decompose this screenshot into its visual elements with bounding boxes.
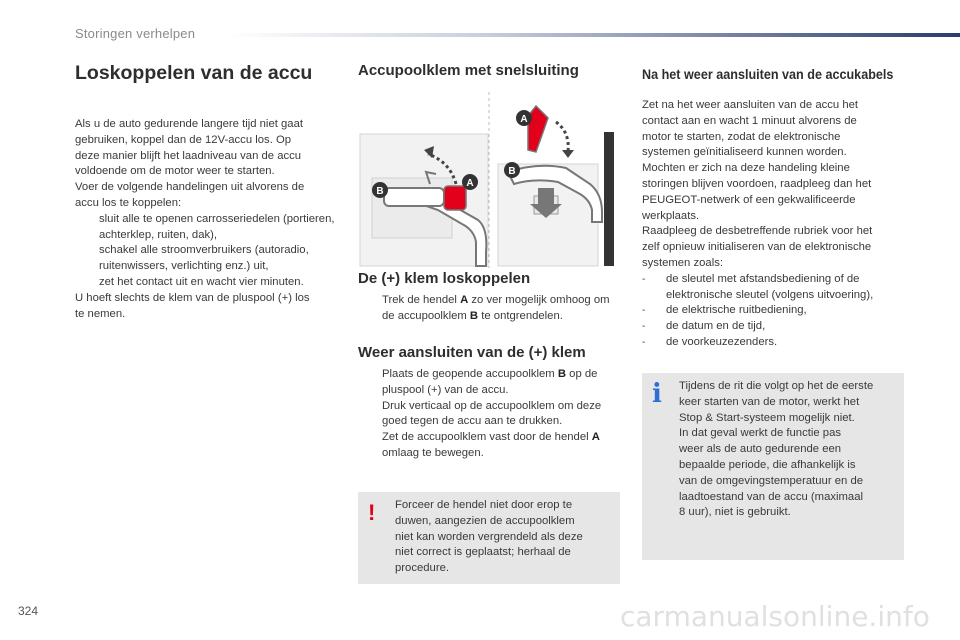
section-disconnect-plus [358, 270, 620, 325]
bullet-arrow-icon: - [642, 336, 646, 348]
text-span: op de pluspool (+) van de accu. [382, 368, 598, 396]
text-line: contact aan en wacht 1 minuut alvorens de [642, 114, 857, 127]
text-line: systemen geïnitialiseerd kunnen worden. [642, 146, 847, 159]
text-span: Trek de hendel [382, 294, 461, 306]
text-line: accu los te koppelen: [75, 196, 182, 209]
list-item-text: de elektrische ruitbediening, [666, 304, 807, 317]
column-after-reconnect [642, 66, 904, 351]
bullet-arrow-icon [358, 399, 382, 431]
part-label: A [591, 431, 600, 444]
callout-a-left: A [466, 178, 474, 189]
list-item [75, 275, 337, 291]
list-item-text: sluit alle te openen carrosseriedelen (portieren, achterklep, ruiten, dak), [99, 212, 335, 241]
text-line: In dat geval werkt de functie pas [679, 427, 842, 440]
bullet-arrow-icon: - [642, 273, 646, 285]
warning-text [395, 498, 610, 577]
text-line: te nemen. [75, 307, 126, 320]
heading-reconnect-plus: Weer aansluiten van de (+) klem [358, 344, 586, 361]
text-span: zo ver mogelijk omhoog om de accupoolklem [382, 294, 610, 322]
list-item [358, 293, 620, 325]
section-title: Storingen verhelpen [75, 26, 196, 41]
warning-icon: ! [368, 500, 376, 525]
part-label: B [557, 368, 567, 380]
text-line: duwen, aangezien de accupoolklem [395, 514, 575, 527]
text-line: Zet na het weer aansluiten van de accu het [642, 99, 859, 111]
text-span: te ontgrendelen. [478, 309, 563, 322]
list-item [642, 272, 904, 304]
list-item [642, 303, 904, 319]
text-line: Raadpleeg de desbetreffende rubriek voor het [642, 225, 873, 238]
info-text [679, 379, 894, 521]
text-span: omlaag te bewegen. [382, 446, 484, 459]
reinit-system-list [642, 272, 904, 351]
text-line: laadtoestand van de accu (maximaal [679, 490, 863, 503]
list-item [358, 399, 620, 431]
info-icon: i [652, 379, 662, 409]
reconnect-steps [358, 367, 620, 462]
text-line: motor te starten, zodat de elektronische [642, 130, 841, 143]
after-reconnect-paragraph [642, 98, 904, 272]
bullet-arrow-icon [75, 243, 99, 275]
callout-b-right: B [508, 166, 516, 177]
text-line: voldoende om de motor weer te starten. [75, 165, 275, 178]
heading-after-reconnect: Na het weer aansluiten van de accukabels [642, 66, 894, 82]
callout-b-left: B [376, 186, 384, 197]
bullet-arrow-icon [358, 367, 382, 399]
warning-box [358, 492, 620, 584]
text-line: Voer de volgende handelingen uit alvorens de [75, 181, 305, 194]
text-line: zelf opnieuw initialiseren van de elektronische [642, 241, 872, 254]
text-line: niet kan worden vergrendeld als deze [395, 530, 583, 543]
disconnect-steps [358, 293, 620, 325]
text-line: niet correct is geplaatst; herhaal de [395, 546, 571, 559]
text-line: weer als de auto gedurende een [679, 443, 842, 456]
heading-quick-clamp: Accupoolklem met snelsluiting [358, 62, 579, 79]
list-item [75, 212, 337, 244]
text-line: PEUGEOT-netwerk of een gekwalificeerde [642, 193, 856, 206]
bullet-arrow-icon [75, 275, 99, 291]
list-item-text: de voorkeuzezenders. [666, 335, 778, 348]
text-span: Plaats de geopende accupoolklem [382, 368, 558, 380]
bullet-arrow-icon [75, 212, 99, 244]
bullet-arrow-icon: - [642, 305, 646, 317]
list-item-text: de sleutel met afstandsbediening of de elektronische sleutel (volgens uitvoering), [666, 272, 874, 301]
section-reconnect-plus [358, 344, 620, 462]
list-item-text [382, 293, 620, 325]
text-line: gebruiken, koppel dan de 12V-accu los. Op [75, 133, 292, 146]
text-line: Stop & Start-systeem mogelijk niet. [679, 411, 855, 424]
text-line: 8 uur), niet is gebruikt. [679, 506, 791, 519]
text-line: bepaalde periode, die afhankelijk is [679, 458, 856, 471]
text-line: systemen zoals: [642, 256, 723, 269]
list-item-text: de datum en de tijd, [666, 320, 766, 333]
list-item [358, 367, 620, 399]
list-item [75, 243, 337, 275]
text-line: U hoeft slechts de klem van de pluspool (+) los [75, 291, 310, 304]
info-box [642, 373, 904, 560]
heading-disconnect: Loskoppelen van de accu [75, 62, 313, 84]
bullet-arrow-icon [358, 430, 382, 462]
text-line: storingen blijven voordoen, raadpleeg dan het [642, 177, 872, 190]
text-line: Als u de auto gedurende langere tijd niet gaat [75, 118, 303, 130]
bullet-arrow-icon: - [642, 321, 646, 333]
list-item-text: schakel alle stroomverbruikers (autoradio, ruitenwissers, verlichting enz.) uit, [99, 244, 309, 273]
list-item-text: zet het contact uit en wacht vier minuten. [99, 275, 304, 288]
list-item-text [382, 367, 620, 399]
callout-a-right: A [520, 114, 528, 125]
text-line: Tijdens de rit die volgt op het de eerste [679, 380, 874, 392]
outro-paragraph [75, 291, 337, 323]
text-line: van de omgevingstemperatuur en de [679, 474, 864, 487]
battery-clamp-illustration [358, 92, 620, 268]
list-item [358, 430, 620, 462]
page-number: 324 [18, 604, 39, 618]
text-span: Zet de accupoolklem vast door de hendel [382, 431, 592, 444]
text-line: werkplaats. [642, 209, 700, 222]
bullet-arrow-icon [358, 293, 382, 325]
list-item-text [382, 399, 620, 431]
intro-paragraph [75, 117, 337, 212]
list-item-text [382, 430, 620, 462]
text-line: Mochten er zich na deze handeling kleine [642, 162, 850, 175]
bullet-list [75, 212, 337, 291]
header-rule [228, 33, 960, 37]
column-quick-clamp [358, 62, 620, 79]
text-span: Druk verticaal op de accupoolklem om deze goed tegen de accu aan te drukken. [382, 399, 602, 428]
column-disconnect [75, 62, 337, 322]
list-item [642, 319, 904, 335]
part-label: B [469, 309, 479, 322]
text-line: deze manier blijft het laadniveau van de accu [75, 149, 302, 162]
heading-disconnect-plus: De (+) klem loskoppelen [358, 270, 531, 287]
text-line: keer starten van de motor, werkt het [679, 395, 860, 408]
part-label: A [460, 294, 469, 306]
list-item [642, 335, 904, 351]
watermark: carmanualsonline.info [620, 600, 930, 633]
text-line: procedure. [395, 562, 450, 575]
text-line: Forceer de hendel niet door erop te [395, 499, 573, 511]
